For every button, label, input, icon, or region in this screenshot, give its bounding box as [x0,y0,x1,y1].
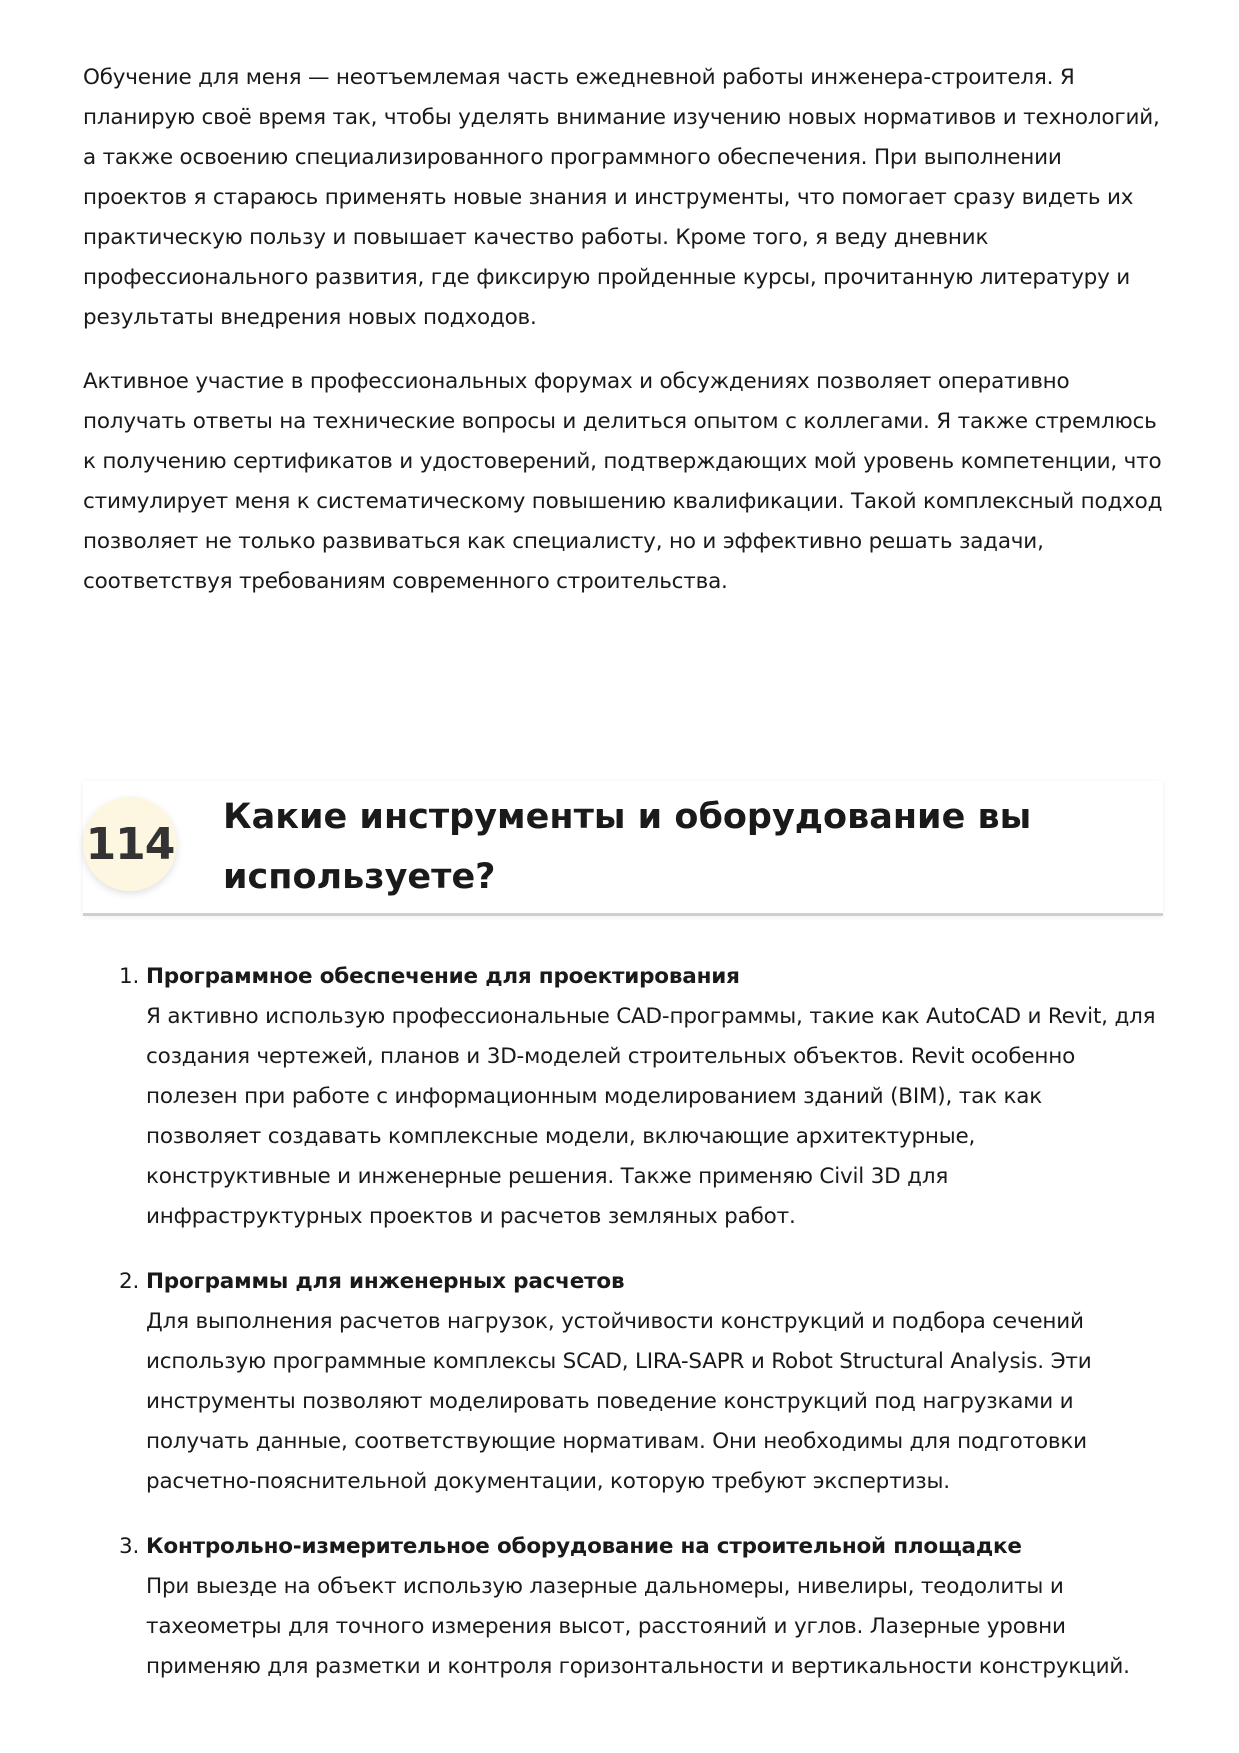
list-item [83,1262,1163,1502]
list-item [83,1527,1163,1687]
paragraph: Обучение для меня — неотъемлемая часть ежедневной работы инженера-строителя. Я планирую своё время так, чтобы уделять внимание изучению новых нормативов и технологий, а также освоению специализированного программного обеспечения. При выполнении проектов я стараюсь применять новые знания и инструменты, что помогает сразу видеть их практическую пользу и повышает качество работы. Кроме того, я веду дневник профессионального развития, где фиксирую пройденные курсы, прочитанную литературу и результаты внедрения новых подходов. [83,65,1160,330]
list-item-text: Для выполнения расчетов нагрузок, устойчивости конструкций и подбора сечений использую программные комплексы SCAD, LIRA-SAPR и Robot Structural Analysis. Эти инструменты позволяют моделировать поведение конструкций под нагрузками и получать данные, соответствующие нормативам. Они необходимы для подготовки расчетно-пояснительной документации, которую требуют экспертизы. [146,1309,1092,1494]
list-item-number: 1. [119,964,140,989]
intro-text [83,58,1163,626]
list-item-number: 3. [119,1534,140,1559]
list-item-text: При выезде на объект использую лазерные дальномеры, нивелиры, теодолиты и тахеометры для точного измерения высот, расстояний и углов. Лазерные уровни применяю для разметки и контроля горизонтальности и вертикальности конструкций. [146,1574,1130,1679]
list-item-text: Я активно использую профессиональные CAD-программы, такие как AutoCAD и Revit, для создания чертежей, планов и 3D-моделей строительных объектов. Revit особенно полезен при работе с информационным моделированием зданий (BIM), так как позволяет создавать комплексные модели, включающие архитектурные, конструктивные и инженерные решения. Также применяю Civil 3D для инфраструктурных проектов и расчетов земляных работ. [146,1004,1156,1229]
tools-list [83,957,1163,1712]
paragraph: Активное участие в профессиональных форумах и обсуждениях позволяет оперативно получать ответы на технические вопросы и делиться опытом с коллегами. Я также стремлюсь к получению сертификатов и удостоверений, подтверждающих мой уровень компетенции, что стимулирует меня к систематическому повышению квалификации. Такой комплексный подход позволяет не только развиваться как специалисту, но и эффективно решать задачи, соответствуя требованиям современного строительства. [83,369,1163,594]
question-number-badge: 114 [83,797,177,891]
section-title: Какие инструменты и оборудование вы используете? [223,797,1032,897]
list-item-title: Программы для инженерных расчетов [146,1269,625,1294]
section-header [83,781,1163,916]
list-item-number: 2. [119,1269,140,1294]
list-item-title: Контрольно-измерительное оборудование на строительной площадке [146,1534,1022,1559]
list-item [83,957,1163,1237]
list-item-title: Программное обеспечение для проектирования [146,964,740,989]
